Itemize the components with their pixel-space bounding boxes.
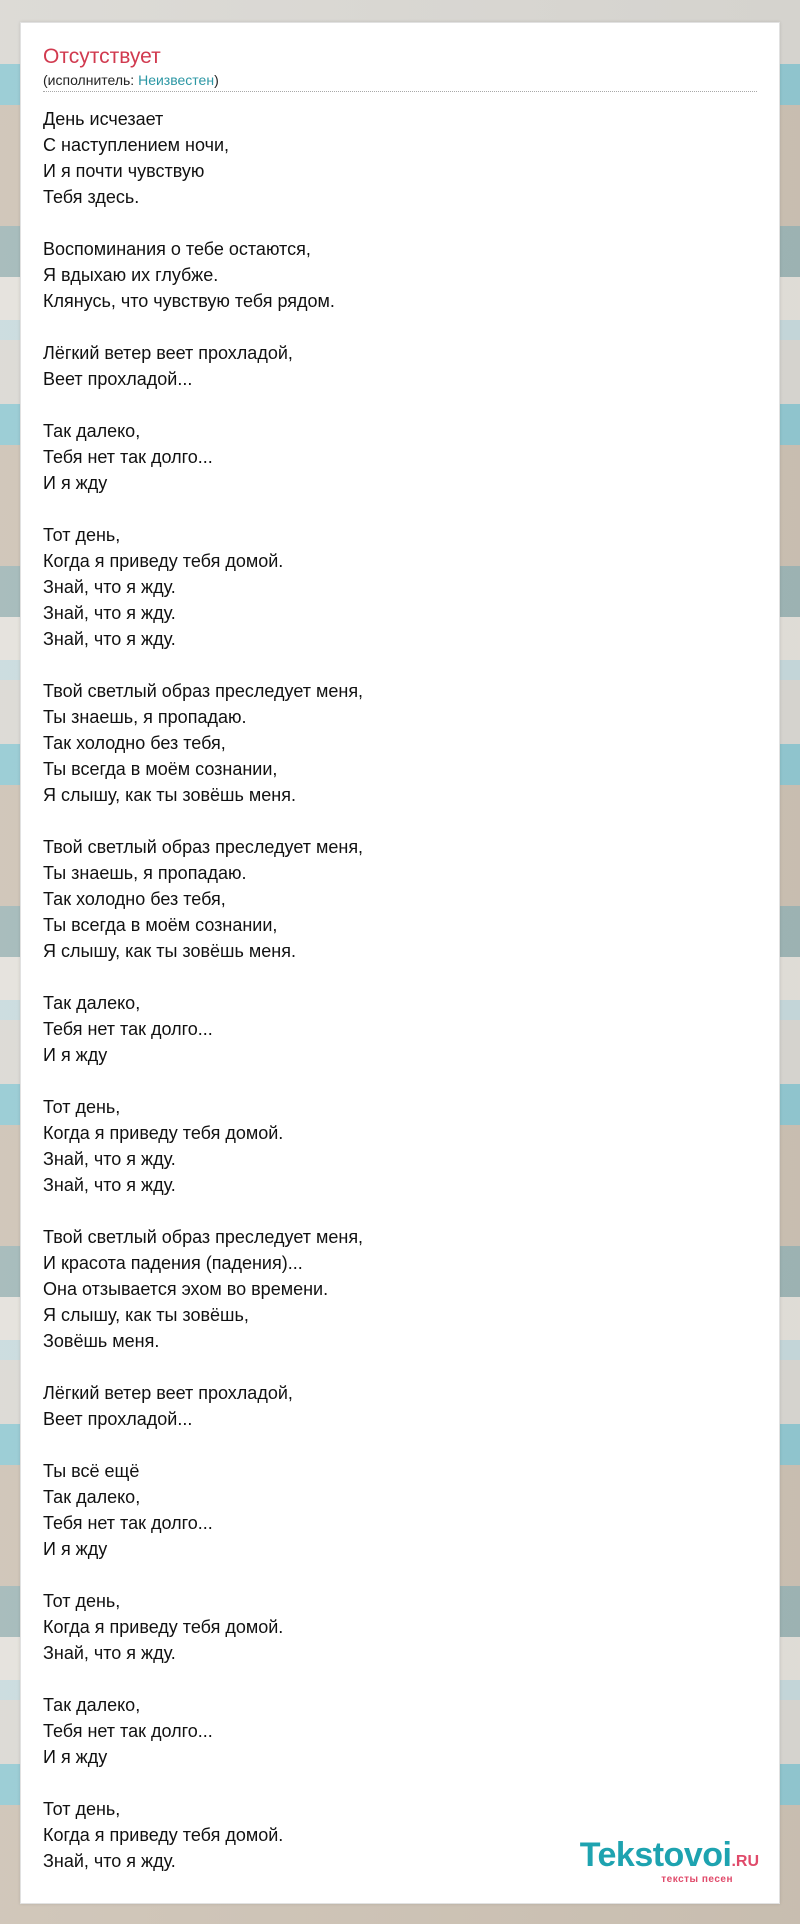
lyrics-stanza: [43, 236, 743, 314]
lyric-line: И я жду: [43, 1747, 108, 1767]
lyrics-stanza: [43, 106, 743, 210]
lyric-line: Так далеко,: [43, 993, 141, 1013]
lyric-line: Тебя нет так долго...: [43, 1513, 213, 1533]
logo-tld: .RU: [731, 1853, 759, 1870]
lyric-line: Знай, что я жду.: [43, 603, 176, 623]
lyric-line: Ты знаешь, я пропадаю.: [43, 707, 247, 727]
lyrics-stanza: [43, 834, 743, 964]
lyric-line: Так холодно без тебя,: [43, 889, 226, 909]
lyric-line: Веет прохладой...: [43, 1409, 193, 1429]
lyric-line: Клянусь, что чувствую тебя рядом.: [43, 291, 335, 311]
lyric-line: Зовёшь меня.: [43, 1331, 160, 1351]
lyric-line: Тот день,: [43, 1097, 121, 1117]
lyric-line: Лёгкий ветер веет прохладой,: [43, 343, 293, 363]
lyric-line: Лёгкий ветер веет прохладой,: [43, 1383, 293, 1403]
lyrics-card: [20, 22, 780, 1904]
logo-wordmark: [580, 1836, 759, 1874]
lyric-line: Так далеко,: [43, 1695, 141, 1715]
lyric-line: Тот день,: [43, 1799, 121, 1819]
lyric-line: Веет прохладой...: [43, 369, 193, 389]
lyrics-stanza: [43, 678, 743, 808]
lyric-line: Когда я приведу тебя домой.: [43, 1123, 284, 1143]
lyric-line: Так холодно без тебя,: [43, 733, 226, 753]
lyric-line: Когда я приведу тебя домой.: [43, 1617, 284, 1637]
lyrics-stanza: [43, 418, 743, 496]
lyric-line: И я почти чувствую: [43, 161, 205, 181]
lyrics-stanza: [43, 1380, 743, 1432]
lyric-line: Тебя нет так долго...: [43, 1019, 213, 1039]
lyric-line: Тебя нет так долго...: [43, 447, 213, 467]
lyric-line: Знай, что я жду.: [43, 1643, 176, 1663]
lyric-line: Твой светлый образ преследует меня,: [43, 1227, 364, 1247]
logo-subtitle: тексты песен: [661, 1874, 733, 1885]
lyric-line: С наступлением ночи,: [43, 135, 230, 155]
lyrics-stanza: [43, 1094, 743, 1198]
lyric-line: Я вдыхаю их глубже.: [43, 265, 219, 285]
song-title: Отсутствует: [43, 45, 161, 68]
lyric-line: Ты всё ещё: [43, 1461, 140, 1481]
artist-link[interactable]: Неизвестен: [138, 72, 215, 88]
lyrics-text: [43, 106, 743, 1900]
lyric-line: Знай, что я жду.: [43, 1175, 176, 1195]
lyric-line: Ты всегда в моём сознании,: [43, 759, 278, 779]
logo-main-text: Tekstovoi: [579, 1836, 732, 1874]
lyric-line: Так далеко,: [43, 421, 141, 441]
site-logo[interactable]: [559, 1836, 759, 1885]
lyric-line: Тебя нет так долго...: [43, 1721, 213, 1741]
lyrics-stanza: [43, 990, 743, 1068]
artist-line: [43, 71, 757, 89]
lyric-line: Знай, что я жду.: [43, 1149, 176, 1169]
lyric-line: Знай, что я жду.: [43, 577, 176, 597]
lyric-line: Ты знаешь, я пропадаю.: [43, 863, 247, 883]
lyric-line: И я жду: [43, 473, 108, 493]
lyric-line: Я слышу, как ты зовёшь меня.: [43, 941, 296, 961]
lyric-line: Я слышу, как ты зовёшь меня.: [43, 785, 296, 805]
lyrics-stanza: [43, 1458, 743, 1562]
lyric-line: Твой светлый образ преследует меня,: [43, 837, 364, 857]
lyric-line: Когда я приведу тебя домой.: [43, 1825, 284, 1845]
lyric-line: Она отзывается эхом во времени.: [43, 1279, 329, 1299]
lyric-line: Знай, что я жду.: [43, 1851, 176, 1871]
lyric-line: Тот день,: [43, 525, 121, 545]
lyric-line: День исчезает: [43, 109, 164, 129]
lyrics-stanza: [43, 1588, 743, 1666]
lyrics-stanza: [43, 1692, 743, 1770]
song-header: [43, 43, 757, 92]
lyrics-stanza: [43, 522, 743, 652]
lyric-line: Воспоминания о тебе остаются,: [43, 239, 311, 259]
lyric-line: Я слышу, как ты зовёшь,: [43, 1305, 249, 1325]
artist-prefix: (исполнитель:: [43, 72, 139, 88]
lyric-line: Твой светлый образ преследует меня,: [43, 681, 364, 701]
artist-suffix: ): [214, 72, 219, 88]
lyric-line: Когда я приведу тебя домой.: [43, 551, 284, 571]
lyrics-stanza: [43, 1224, 743, 1354]
lyric-line: Ты всегда в моём сознании,: [43, 915, 278, 935]
lyric-line: И красота падения (падения)...: [43, 1253, 303, 1273]
lyrics-stanza: [43, 340, 743, 392]
lyric-line: Знай, что я жду.: [43, 629, 176, 649]
lyric-line: Тебя здесь.: [43, 187, 140, 207]
lyric-line: Тот день,: [43, 1591, 121, 1611]
lyric-line: Так далеко,: [43, 1487, 141, 1507]
lyric-line: И я жду: [43, 1539, 108, 1559]
lyric-line: И я жду: [43, 1045, 108, 1065]
